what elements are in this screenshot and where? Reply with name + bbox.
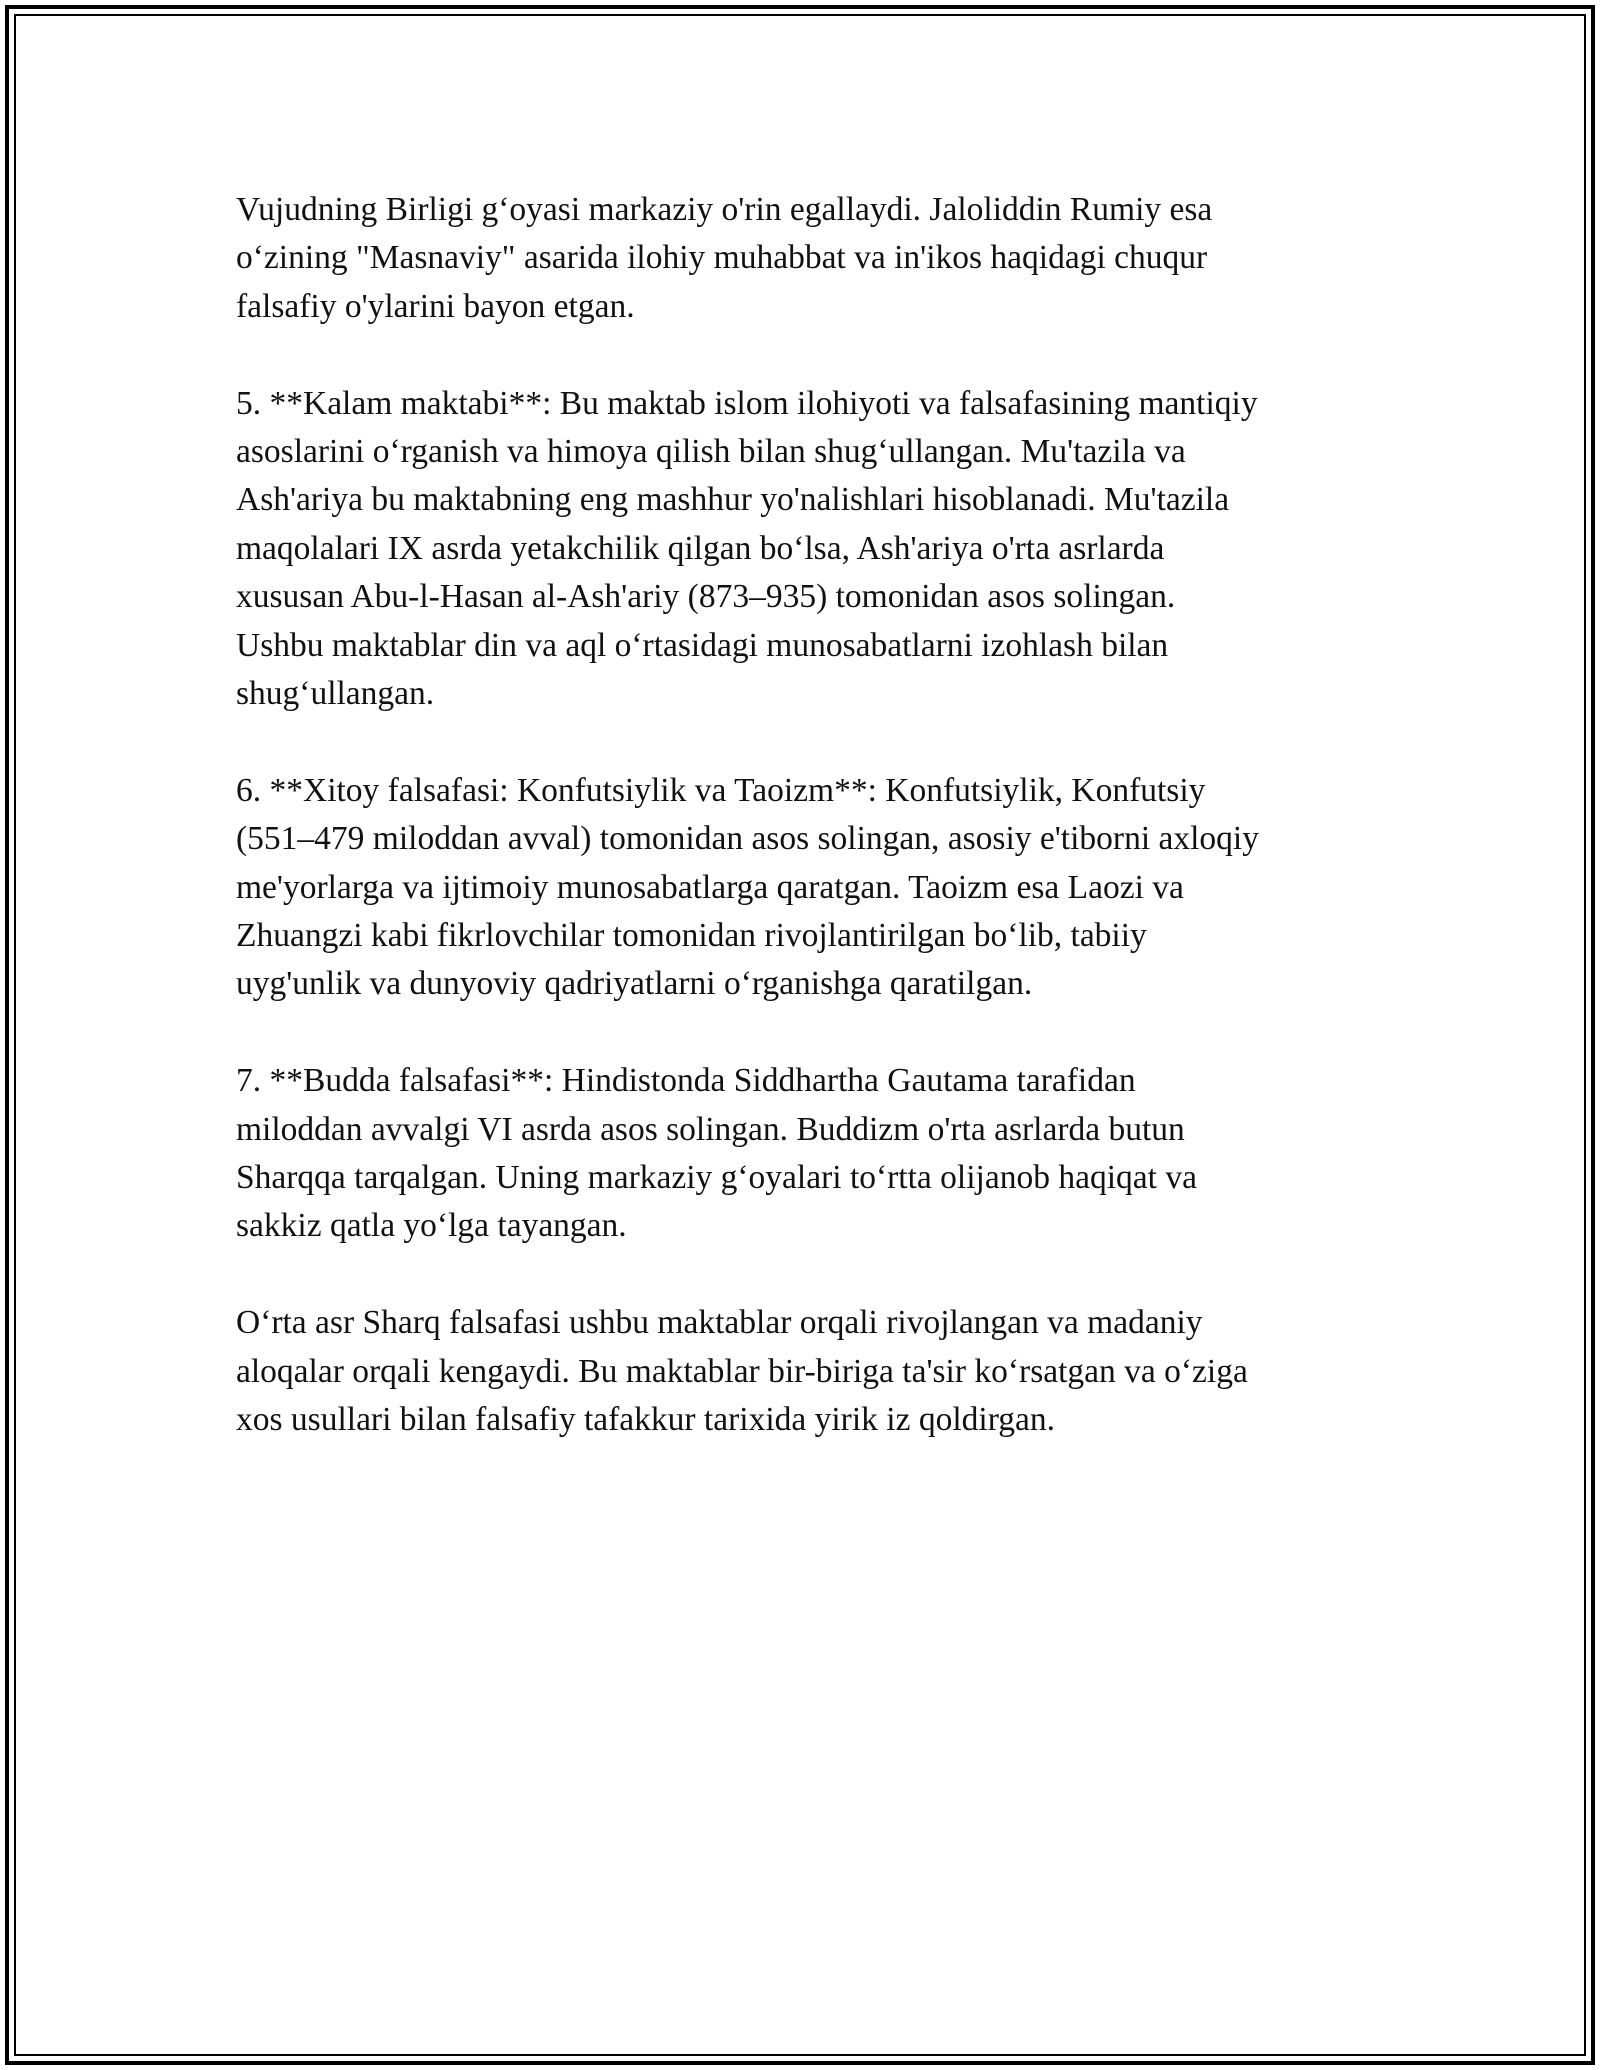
paragraph-kalam-maktabi: 5. **Kalam maktabi**: Bu maktab islom ilohiyoti va falsafasining mantiqiy asoslarini o‘rganish va himoya qilish bilan shug‘ullangan. Mu'tazila va Ash'ariya bu maktabning eng mashhur yo'nalishlari hisoblanadi. Mu'tazila maqolalari IX asrda yetakchilik qilgan bo‘lsa, Ash'ariya o'rta asrlarda xususan Abu-l-Hasan al-Ash'ariy (873–935) tomonidan asos solingan. Ushbu maktablar din va aql o‘rtasidagi munosabatlarni izohlash bilan shug‘ullangan. [236, 384, 1258, 713]
paragraph-budda-falsafasi: 7. **Budda falsafasi**: Hindistonda Siddhartha Gautama tarafidan miloddan avvalgi VI asrda asos solingan. Buddizm o'rta asrlarda butun Sharqqa tarqalgan. Uning markaziy g‘oyalari to‘rtta olijanob haqiqat va sakkiz qatla yo‘lga tayangan. [236, 1062, 1197, 1245]
paragraph-xitoy-falsafasi: 6. **Xitoy falsafasi: Konfutsiylik va Taoizm**: Konfutsiylik, Konfutsiy (551–479 miloddan avval) tomonidan asos solingan, asosiy e'tiborni axloqiy me'yorlarga va ijtimoiy munosabatlarga qaratgan. Taoizm esa Laozi va Zhuangzi kabi fikrlovchilar tomonidan rivojlantirilgan bo‘lib, tabiiy uyg'unlik va dunyoviy qadriyatlarni o‘rganishga qaratilgan. [236, 771, 1259, 1003]
document-body [236, 186, 1386, 1493]
paragraph-vujudning-birligi: Vujudning Birligi g‘oyasi markaziy o'rin egallaydi. Jaloliddin Rumiy esa o‘zining "Masnaviy" asarida ilohiy muhabbat va in'ikos haqidagi chuqur falsafiy o'ylarini bayon etgan. [236, 191, 1213, 325]
paragraph-conclusion: O‘rta asr Sharq falsafasi ushbu maktablar orqali rivojlangan va madaniy aloqalar orqali kengaydi. Bu maktablar bir-biriga ta'sir ko‘rsatgan va o‘ziga xos usullari bilan falsafiy tafakkur tarixida yirik iz qoldirgan. [236, 1304, 1248, 1439]
